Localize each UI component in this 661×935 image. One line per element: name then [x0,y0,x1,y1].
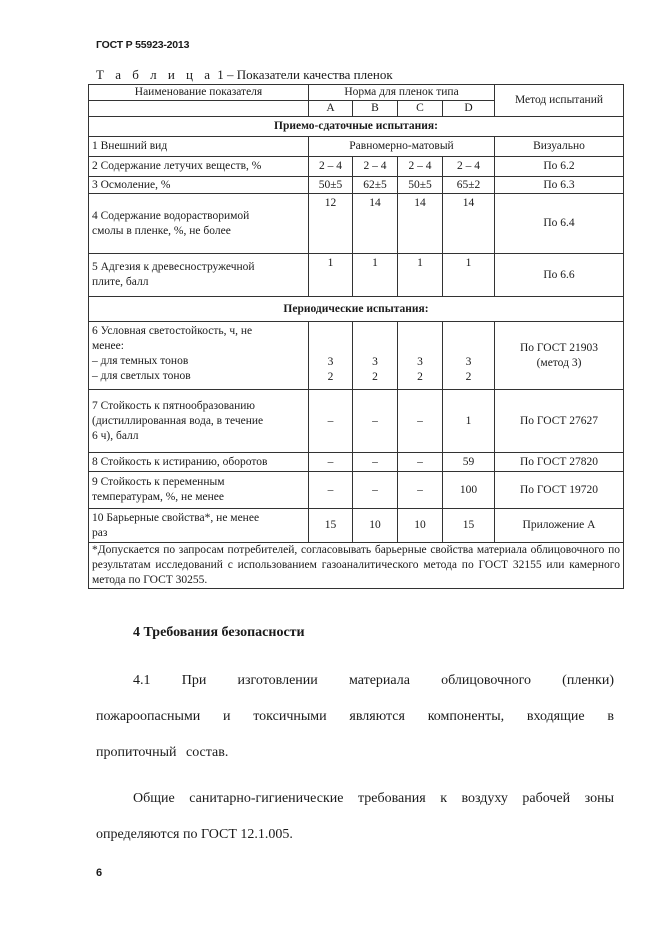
value-c: – [398,390,443,453]
section-periodic-label: Периодические испытания: [89,297,624,322]
row-name-line: температурам, %, не менее [92,491,224,503]
header-indicator-name: Наименование показателя [89,85,309,101]
type-c: C [398,101,443,117]
document-code: ГОСТ Р 55923-2013 [96,39,190,51]
value-a: 12 [309,194,353,254]
section-row-acceptance [89,117,624,137]
row-name-line: 6 Условная светостойкость, ч, не [92,325,253,337]
value-d: 2 – 4 [443,157,495,177]
table-header-row [89,85,624,101]
paragraph-sanitary: Общие санитарно-гигиенические требования к воздуху рабочей зоны определяются по ГОСТ 12.1.005. [96,791,614,842]
row-name [89,254,309,297]
value-a [309,322,353,390]
row-name [89,472,309,509]
value-b: 62±5 [353,177,398,194]
value-b: – [353,390,398,453]
value-a: – [309,453,353,472]
value-d: 100 [443,472,495,509]
header-test-method: Метод испытаний [495,85,624,117]
row-method: Визуально [495,137,624,157]
value-d: 59 [443,453,495,472]
value-c: 50±5 [398,177,443,194]
row-name-line: менее: [92,340,124,352]
table-footnote: *Допускается по запросам потребителей, согласовывать барьерные свойства материала облицовочного по результатам исследований с использованием газоаналитического метода по ГОСТ 32155 или камерного метода по ГОСТ 30255. [89,543,624,589]
row-method: По 6.3 [495,177,624,194]
row-name-line: 7 Стойкость к пятнообразованию [92,399,256,412]
value-c: 2 – 4 [398,157,443,177]
row-name: 8 Стойкость к истиранию, оборотов [89,453,309,472]
row-name-line: раз [92,526,108,539]
value-light: 2 [372,371,378,383]
row-name: 2 Содержание летучих веществ, % [89,157,309,177]
row-merged-value: Равномерно-матовый [309,137,495,157]
row-name-line: – для темных тонов [92,355,189,367]
row-name [89,509,309,543]
value-dark: 3 [417,356,423,368]
value-a: 15 [309,509,353,543]
row-name: 1 Внешний вид [89,137,309,157]
value-b: 14 [353,194,398,254]
value-a: – [309,390,353,453]
row-name-line: (дистиллированная вода, в течение [92,414,264,427]
row-method: По ГОСТ 19720 [495,472,624,509]
value-d: 65±2 [443,177,495,194]
type-a: A [309,101,353,117]
value-dark: 3 [465,356,472,368]
table-row [89,137,624,157]
header-norm: Норма для пленок типа [309,85,495,101]
value-d: 1 [443,390,495,453]
row-name-line: – для светлых тонов [92,370,191,382]
row-method: По 6.2 [495,157,624,177]
table-caption-label: Т а б л и ц а [96,67,214,82]
value-light: 2 [465,371,472,383]
value-d: 14 [443,194,495,254]
section-row-periodic [89,297,624,322]
row-method [495,322,624,390]
value-b: 1 [353,254,398,297]
section-heading: 4 Требования безопасности [133,625,305,640]
value-d [443,322,495,390]
table-row [89,254,624,297]
table-row [89,509,624,543]
row-method: Приложение А [495,509,624,543]
value-a: 1 [309,254,353,297]
row-method-line: По ГОСТ 21903 [519,341,599,354]
row-name: 3 Осмоление, % [89,177,309,194]
section-acceptance-label: Приемо-сдаточные испытания: [89,117,624,137]
value-d: 15 [443,509,495,543]
value-a: – [309,472,353,509]
value-a: 2 – 4 [309,157,353,177]
type-b: B [353,101,398,117]
paragraph-4-1: 4.1 При изготовлении материала облицовочного (пленки) пожароопасными и токсичными являются компоненты, входящие в пропиточный состав. [96,673,614,760]
row-method: По 6.6 [495,254,624,297]
value-b: – [353,472,398,509]
value-dark: 3 [372,356,378,368]
table-caption [96,67,393,83]
type-d: D [443,101,495,117]
table-caption-title: 1 – Показатели качества пленок [214,67,393,82]
value-dark: 3 [327,356,334,368]
row-name-line: смолы в пленке, %, не более [92,224,231,237]
value-c: 1 [398,254,443,297]
value-c: 14 [398,194,443,254]
row-name-line: плите, балл [92,276,149,288]
value-c: 10 [398,509,443,543]
value-b [353,322,398,390]
quality-table [88,84,624,589]
value-c [398,322,443,390]
row-name-line: 6 ч), балл [92,429,139,442]
value-light: 2 [327,371,334,383]
footnote-row [89,543,624,589]
table-row [89,472,624,509]
row-method: По ГОСТ 27627 [495,390,624,453]
value-b: 2 – 4 [353,157,398,177]
table-row [89,194,624,254]
page-number: 6 [96,867,103,879]
row-name [89,194,309,254]
table-row [89,322,624,390]
row-name-line: 5 Адгезия к древесностружечной [92,261,255,273]
row-name-line: 10 Барьерные свойства*, не менее [92,511,260,524]
row-name [89,390,309,453]
value-a: 50±5 [309,177,353,194]
table-row [89,390,624,453]
table-row [89,157,624,177]
value-c: – [398,472,443,509]
value-b: – [353,453,398,472]
row-method-line: (метод 3) [536,356,582,369]
row-name-line: 9 Стойкость к переменным [92,476,225,488]
row-name-line: 4 Содержание водорастворимой [92,209,250,222]
table-row [89,453,624,472]
header-empty-cell [89,101,309,117]
row-name [89,322,309,390]
value-c: – [398,453,443,472]
row-method: По 6.4 [495,194,624,254]
value-light: 2 [417,371,423,383]
row-method: По ГОСТ 27820 [495,453,624,472]
value-b: 10 [353,509,398,543]
value-d: 1 [443,254,495,297]
table-row [89,177,624,194]
